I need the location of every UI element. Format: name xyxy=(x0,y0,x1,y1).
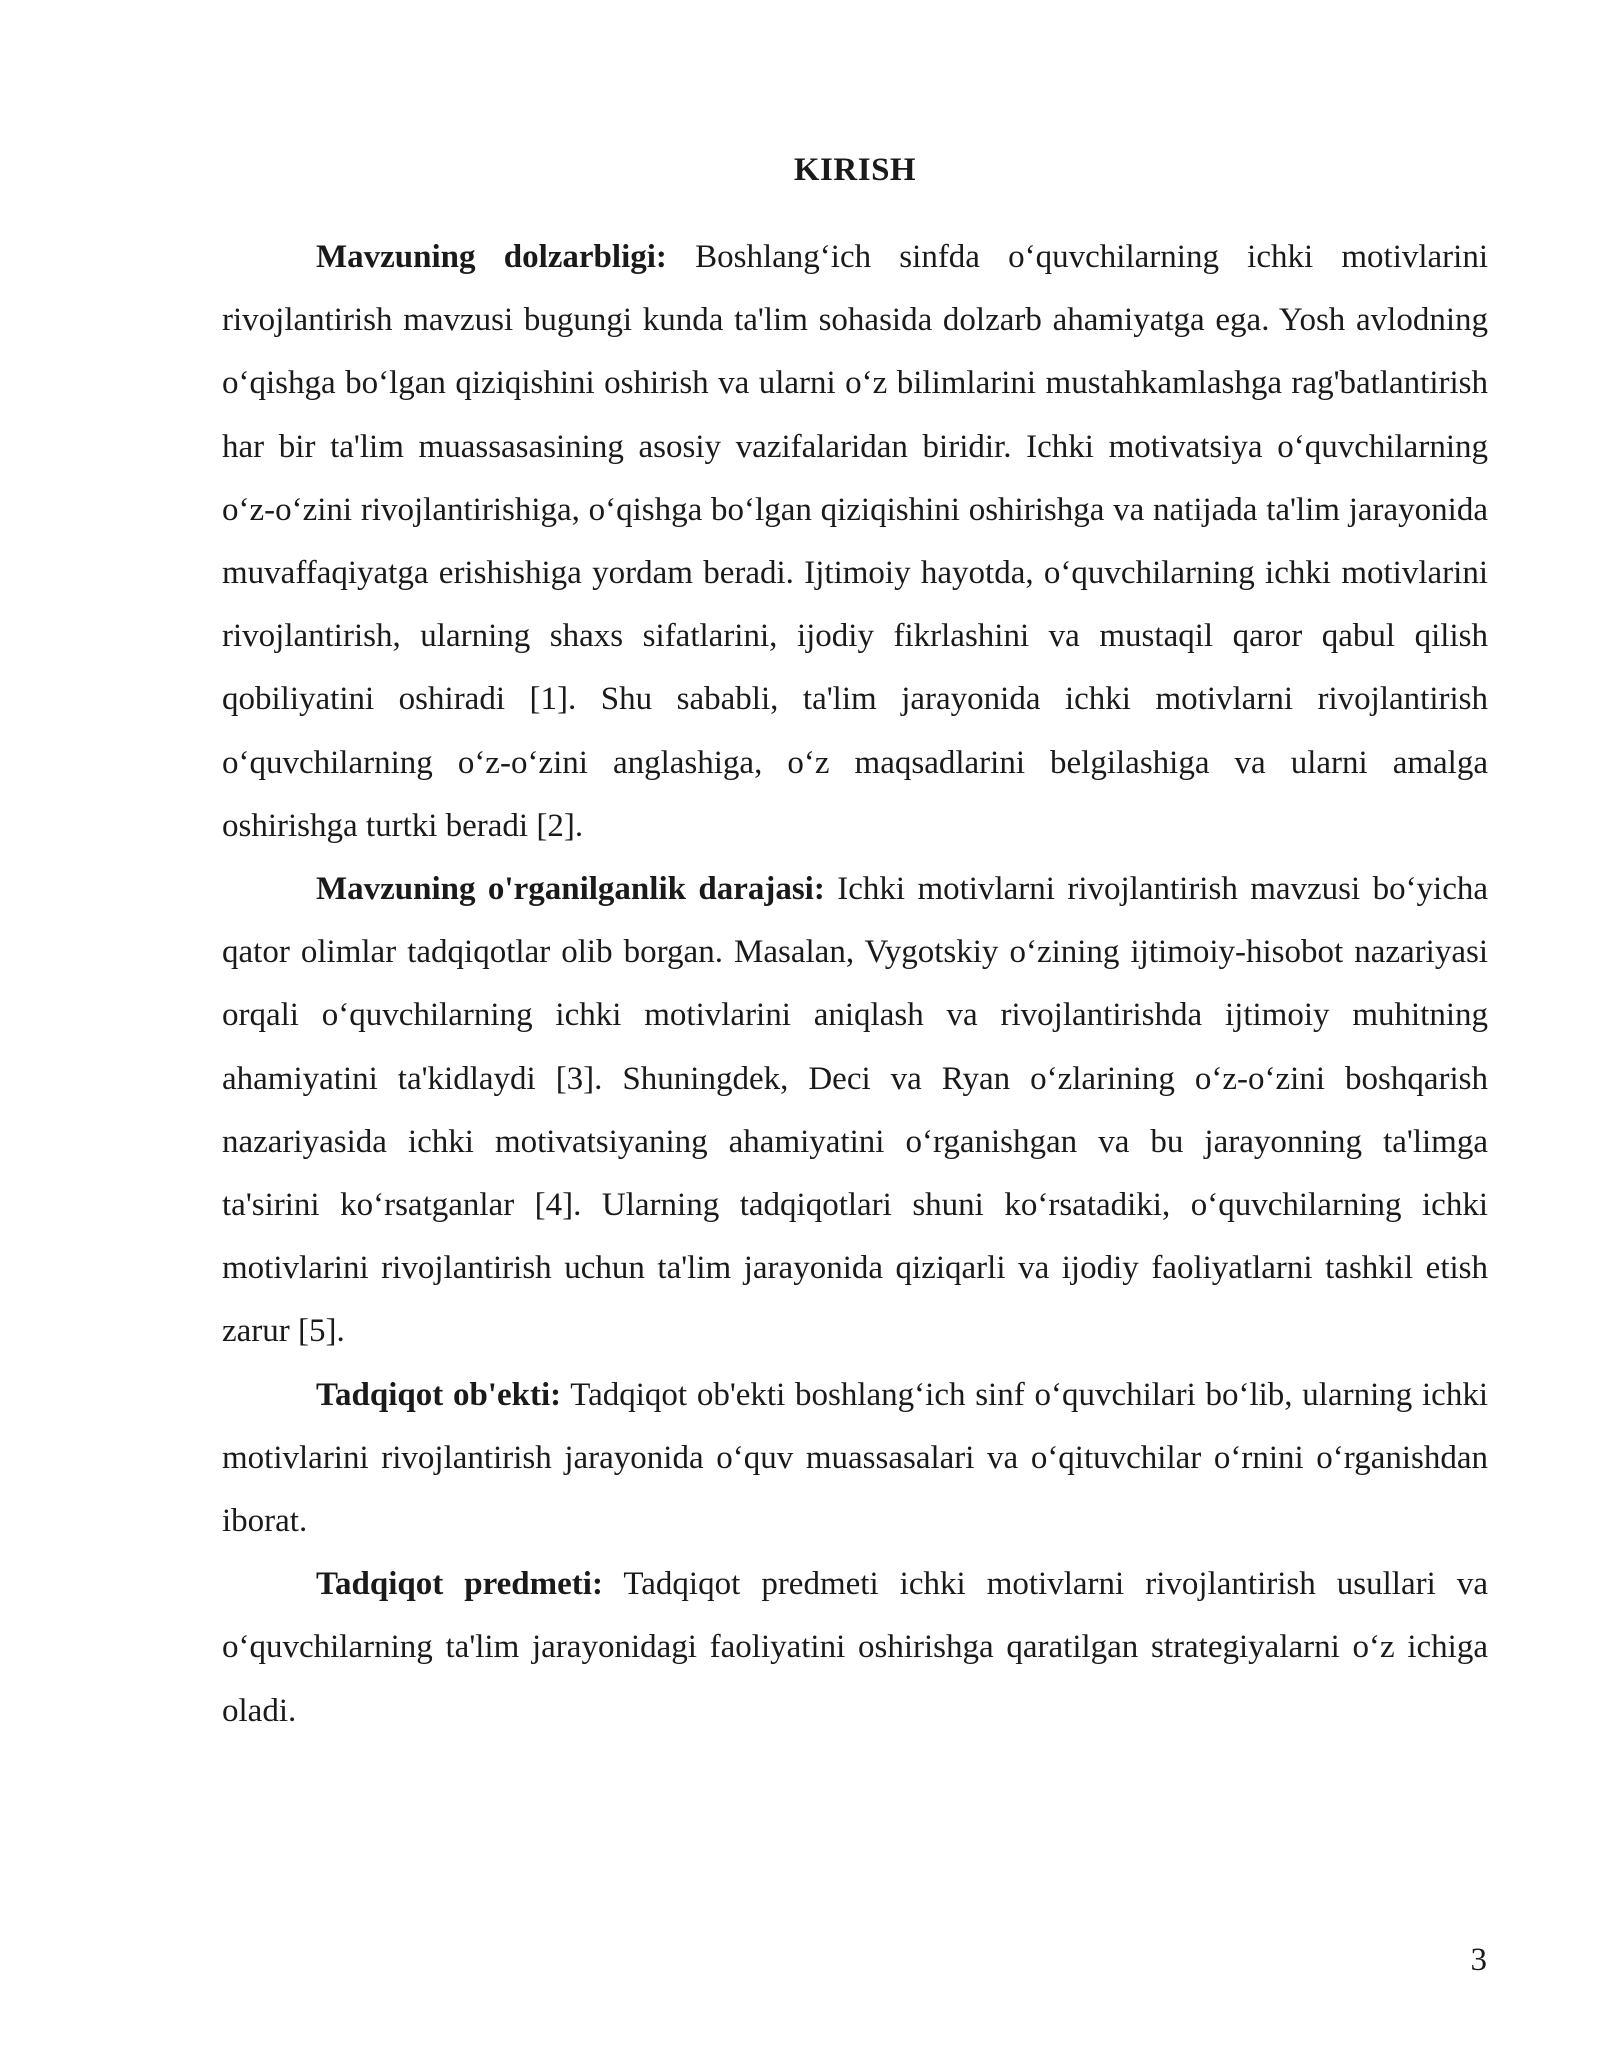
paragraph-lead: Mavzuning dolzarbligi: xyxy=(316,239,667,275)
page-title: KIRISH xyxy=(793,152,917,188)
paragraph-relevance xyxy=(222,226,1488,858)
paragraph-body: Tadqiqot ob'ekti boshlang‘ich sinf o‘quvchilari bo‘lib, ularning ichki motivlarini rivojlantirish jarayonida o‘quv muassasalari va o‘qituvchilar o‘rnini o‘rganishdan iborat. xyxy=(222,1376,1488,1540)
paragraph-body: Boshlang‘ich sinfda o‘quvchilarning ichki motivlarini rivojlantirish mavzusi bugungi kunda ta'lim sohasida dolzarb ahamiyatga ega. Yosh avlodning o‘qishga bo‘lgan qiziqishini oshirish va ularni o‘z bilimlarini mustahkamlashga rag'batlantirish har bir ta'lim muassasasining asosiy vazifalaridan biridir. Ichki motivatsiya o‘quvchilarning o‘z-o‘zini rivojlantirishiga, o‘qishga bo‘lgan qiziqishini oshirishga va natijada ta'lim jarayonida muvaffaqiyatga erishishiga yordam beradi. Ijtimoiy hayotda, o‘quvchilarning ichki motivlarini rivojlantirish, ularning shaxs sifatlarini, ijodiy fikrlashini va mustaqil qaror qabul qilish qobiliyatini oshiradi [1]. Shu sababli, ta'lim jarayonida ichki motivlarni rivojlantirish o‘quvchilarning o‘z-o‘zini anglashiga, o‘z maqsadlarini belgilashiga va ularni amalga oshirishga turtki beradi [2]. xyxy=(222,239,1489,844)
paragraph-study-level xyxy=(222,858,1488,1364)
paragraph-lead: Tadqiqot ob'ekti: xyxy=(316,1376,562,1413)
page-number: 3 xyxy=(1470,1942,1487,1978)
paragraph-body: Tadqiqot predmeti ichki motivlarni rivojlantirish usullari va o‘quvchilarning ta'lim jarayonidagi faoliyatini oshirishga qaratilgan strategiyalarni o‘z ichiga oladi. xyxy=(222,1566,1488,1729)
document-page xyxy=(222,150,1488,1743)
paragraph-lead: Tadqiqot predmeti: xyxy=(316,1566,603,1603)
paragraph-research-subject xyxy=(222,1553,1488,1743)
paragraph-research-object xyxy=(222,1364,1488,1554)
paragraph-lead: Mavzuning o'rganilganlik darajasi: xyxy=(316,871,825,908)
paragraph-body: Ichki motivlarni rivojlantirish mavzusi bo‘yicha qator olimlar tadqiqotlar olib borgan. Masalan, Vygotskiy o‘zining ijtimoiy-hisobot nazariyasi orqali o‘quvchilarning ichki motivlarini aniqlash va rivojlantirishda ijtimoiy muhitning ahamiyatini ta'kidlaydi [3]. Shuningdek, Deci va Ryan o‘zlarining o‘z-o‘zini boshqarish nazariyasida ichki motivatsiyaning ahamiyatini o‘rganishgan va bu jarayonning ta'limga ta'sirini ko‘rsatganlar [4]. Ularning tadqiqotlari shuni ko‘rsatadiki, o‘quvchilarning ichki motivlarini rivojlantirish uchun ta'lim jarayonida qiziqarli va ijodiy faoliyatlarni tashkil etish zarur [5]. xyxy=(222,871,1489,1350)
